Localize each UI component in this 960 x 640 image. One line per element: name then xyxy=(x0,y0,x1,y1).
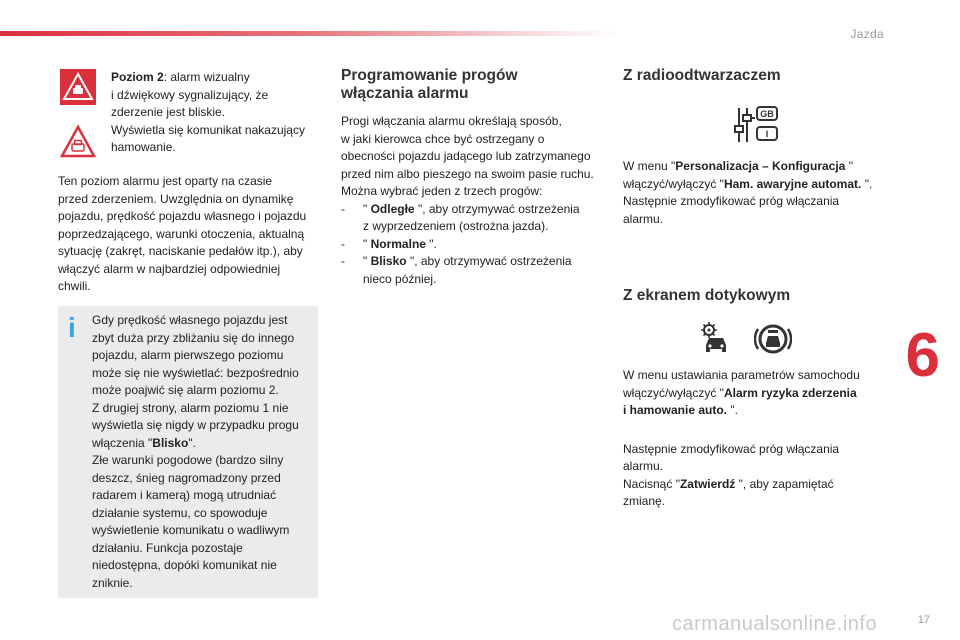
level2-text-5: hamowanie. xyxy=(111,140,176,154)
threshold-option-normal: - " Normalne ". xyxy=(341,236,609,254)
level2-label: Poziom 2 xyxy=(111,70,164,84)
paragraph-line: włączyć alarm w najbardziej odpowiedniej xyxy=(58,261,281,276)
touch-line-6: Nacisnąć "Zatwierdź ", aby zapamiętać xyxy=(623,476,834,491)
threshold-option-near: - " Blisko ", aby otrzymywać ostrzeżenia nieco później. xyxy=(341,253,609,288)
info-line: może się nie wyświetlać: bezpośrednio xyxy=(92,365,299,380)
info-line: Złe warunki pogodowe (bardzo silny xyxy=(92,453,284,467)
collision-warning-filled-icon xyxy=(60,69,96,105)
info-line: zbyt duża przy zbliżaniu się do innego xyxy=(92,330,295,345)
intro-line: Progi włączania alarmu określają sposób, xyxy=(341,114,562,128)
intro-line: przed nim albo pieszego na swoim pasie ruchu. xyxy=(341,166,594,181)
touch-line-7: zmianę. xyxy=(623,494,666,508)
gb-label: GB xyxy=(760,109,774,119)
footer-watermark: carmanualsonline.info xyxy=(672,613,878,635)
car-settings-icon xyxy=(700,321,732,355)
level2-block xyxy=(111,69,321,157)
info-line: wyświetla się nigdy w przypadku progu xyxy=(92,418,299,432)
info-line: wyświetlenie komunikatu o wadliwym xyxy=(92,523,290,537)
settings-sliders-icon xyxy=(733,106,779,144)
radio-line-3: Następnie zmodyfikować próg włączania xyxy=(623,194,840,208)
info-line: deszcz, śnieg nagromadzony przed xyxy=(92,470,281,485)
level2-text-1: : alarm wizualny xyxy=(163,70,250,84)
intro-line: obecności pojazdu jadącego lub zatrzymanego xyxy=(341,149,591,163)
touch-section xyxy=(623,287,903,305)
thresholds-heading-2: włączania alarmu xyxy=(341,85,469,102)
level2-text-2: i dźwiękowy sygnalizujący, że xyxy=(111,87,269,102)
info-line: działanie systemu, co spowoduje xyxy=(92,505,268,520)
chapter-number: 6 xyxy=(905,321,940,390)
paragraph-line: poprzedzającego, warunki otoczenia, aktualną xyxy=(58,226,305,241)
paragraph-line: chwili. xyxy=(58,279,91,293)
intro-line: w jaki kierowca chce być ostrzegany o xyxy=(341,131,545,146)
threshold-option-far: - " Odległe ", aby otrzymywać ostrzeżenia z wyprzedzeniem (ostrożna jazda). xyxy=(341,201,609,236)
chapter-title: Jazda xyxy=(850,27,884,41)
paragraph-line: pojazdu, prędkość pojazdu własnego i pojazdu xyxy=(58,209,307,223)
touch-line-2: włączyć/wyłączyć "Alarm ryzyka zderzenia xyxy=(623,385,857,400)
thresholds-section xyxy=(341,67,609,288)
touch-line-5: alarmu. xyxy=(623,459,664,473)
info-line: pojazdu, alarm pierwszego poziomu xyxy=(92,348,284,362)
level2-text-3: zderzenie jest bliskie. xyxy=(111,105,226,119)
touch-heading: Z ekranem dotykowym xyxy=(623,287,791,304)
paragraph-line: przed zderzeniem. Uwzględnia on dynamikę xyxy=(58,191,294,206)
info-line: Z drugiej strony, alarm poziomu 1 nie xyxy=(92,400,289,415)
radio-heading: Z radioodtwarzaczem xyxy=(623,67,781,84)
touch-line-1: W menu ustawiania parametrów samochodu xyxy=(623,368,860,382)
info-line: zniknie. xyxy=(92,575,133,590)
level2-text-4: Wyświetla się komunikat nakazujący xyxy=(111,122,305,137)
info-line: może poajwić się alarm poziomu 2. xyxy=(92,383,279,397)
collision-warning-outline-icon xyxy=(60,124,96,160)
top-accent-bar xyxy=(0,31,620,36)
radio-line-2: włączyć/wyłączyć "Ham. awaryjne automat. ". xyxy=(623,176,873,191)
info-line-blisko: włączenia "Blisko". xyxy=(92,435,196,450)
i-label: I xyxy=(765,129,769,139)
radio-section xyxy=(623,67,903,85)
info-icon: i xyxy=(68,312,76,343)
level-description-paragraph xyxy=(58,173,328,296)
info-line: Gdy prędkość własnego pojazdu jest xyxy=(92,313,288,327)
collision-brake-icon xyxy=(754,321,792,357)
intro-line: Można wybrać jeden z trzech progów: xyxy=(341,184,543,198)
paragraph-line: sytuację (zakręt, naciskanie pedałów itp.), aby xyxy=(58,244,303,258)
touch-line-4: Następnie zmodyfikować próg włączania xyxy=(623,441,840,456)
info-line: niedostępna, dopóki komunikat nie xyxy=(92,558,277,572)
info-line: działaniu. Funkcja pozostaje xyxy=(92,540,243,555)
info-line: radarem i kamerą) mogą utrudniać xyxy=(92,488,277,502)
touch-text xyxy=(623,367,903,511)
thresholds-heading-1: Programowanie progów xyxy=(341,67,518,84)
radio-line-1: W menu "Personalizacja – Konfiguracja " xyxy=(623,159,853,173)
info-box xyxy=(58,306,318,598)
radio-text xyxy=(623,158,903,228)
paragraph-line: Ten poziom alarmu jest oparty na czasie xyxy=(58,174,273,188)
radio-line-4: alarmu. xyxy=(623,211,664,226)
page-number: 17 xyxy=(917,614,930,626)
threshold-list xyxy=(341,201,609,289)
touch-line-3: i hamowanie auto. ". xyxy=(623,403,738,417)
